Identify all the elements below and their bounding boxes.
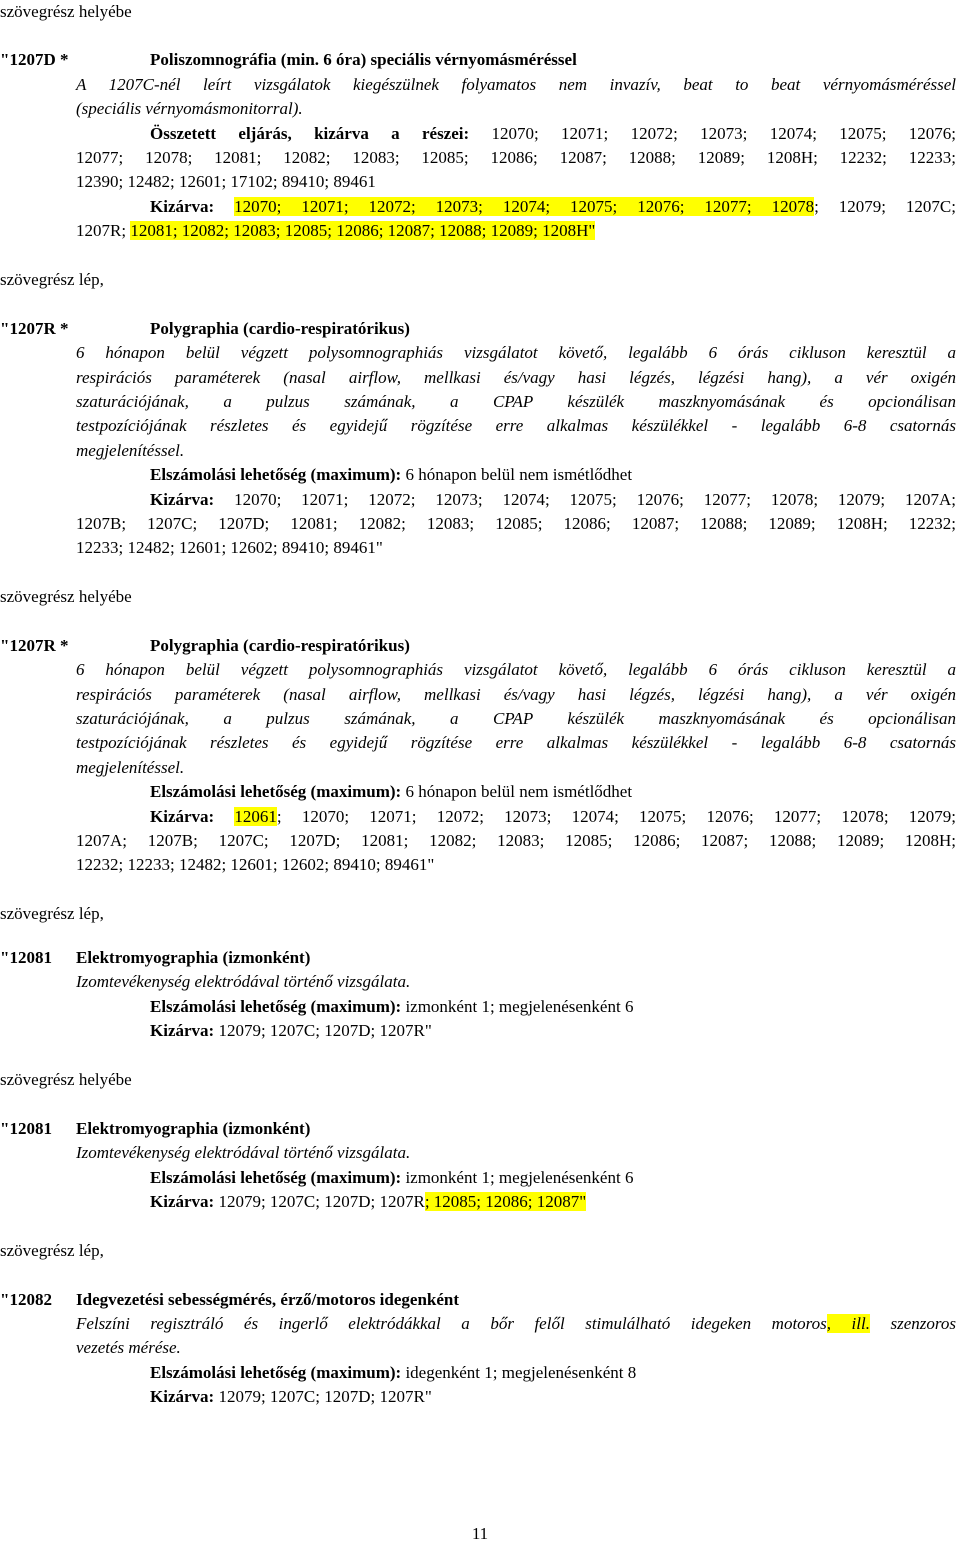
exclusion-line: [150, 488, 956, 512]
entry-description: 6 hónapon belül végzett polysomnographiás vizsgálatot követő, legalább 6 órás cikluson keresztül a: [76, 660, 956, 679]
entry-description: A 1207C-nél leírt vizsgálatok kiegészülnek folyamatos nem invazív, beat to beat vérnyomásméréssel: [76, 75, 956, 94]
entry-heading: [0, 48, 577, 72]
entry-title: Elektromyographia (izmonként): [76, 1119, 311, 1138]
entry-description: vezetés mérése.: [76, 1338, 181, 1357]
exclusion-codes: 1207A; 1207B; 1207C; 1207D; 12081; 12082; 12083; 12085; 12086; 12087; 12088; 12089; 1208H;: [76, 831, 956, 850]
exclusion-line: [150, 195, 956, 219]
billing-label: Elszámolási lehetőség (maximum):: [150, 997, 402, 1016]
exclusion-codes: 12079; 1207C; 1207D; 1207R": [218, 1021, 432, 1040]
entry-description: szaturációjának, a pulzus számának, a CPAP készülék maszknyomásának és opcionálisan: [76, 709, 956, 728]
billing-label: Elszámolási lehetőség (maximum):: [150, 1168, 402, 1187]
billing-label: Elszámolási lehetőség (maximum):: [150, 465, 402, 484]
entry-code: "1207D *: [0, 50, 69, 69]
entry-code: "1207R *: [0, 319, 69, 338]
description-text: Felszíni regisztráló és ingerlő elektródákkal a bőr felől stimulálható idegeken motoros: [76, 1314, 827, 1333]
entry-title: Elektromyographia (izmonként): [76, 948, 311, 967]
entry-description: respirációs paraméterek (nasal airflow, mellkasi és/vagy hasi légzés, légzési hang), a vér oxigén: [76, 685, 956, 704]
entry-code: "12082: [0, 1290, 52, 1309]
exclusion-label: Kizárva:: [150, 1387, 215, 1406]
exclusion-codes: 12232; 12233; 12482; 12601; 12602; 89410; 89461": [76, 855, 435, 874]
entry-heading: [0, 946, 310, 970]
highlighted-codes: 12070; 12071; 12072; 12073; 12074; 12075; 12076; 12077; 12078: [234, 197, 815, 216]
section-marker: szövegrész lép,: [0, 270, 104, 289]
exclusion-codes: ; 12070; 12071; 12072; 12073; 12074; 12075; 12076; 12077; 12078; 12079;: [276, 807, 956, 826]
entry-description: megjelenítéssel.: [76, 758, 185, 777]
billing-label: Elszámolási lehetőség (maximum):: [150, 782, 402, 801]
component-codes: 12077; 12078; 12081; 12082; 12083; 12085; 12086; 12087; 12088; 12089; 1208H; 12232; 12233;: [76, 148, 956, 167]
exclusion-codes: ; 12079; 1207C;: [814, 197, 956, 216]
entry-code: "1207R *: [0, 636, 69, 655]
exclusion-label: Kizárva:: [150, 1021, 215, 1040]
section-marker: szövegrész helyébe: [0, 2, 132, 21]
entry-description: Izomtevékenység elektródával történő vizsgálata.: [76, 1143, 411, 1162]
exclusion-line: [150, 805, 956, 829]
billing-value: 6 hónapon belül nem ismétlődhet: [405, 465, 633, 484]
billing-value: 6 hónapon belül nem ismétlődhet: [405, 782, 633, 801]
entry-description: [76, 1312, 956, 1336]
entry-heading: [0, 1117, 310, 1141]
entry-title: Poliszomnográfia (min. 6 óra) speciális vérnyomásméréssel: [150, 50, 577, 69]
component-line: [150, 122, 956, 146]
entry-description: Izomtevékenység elektródával történő vizsgálata.: [76, 972, 411, 991]
exclusion-line: [150, 1019, 432, 1043]
entry-description: (speciális vérnyomásmonitorral).: [76, 99, 303, 118]
section-marker: szövegrész lép,: [0, 1241, 104, 1260]
highlighted-codes: 12081; 12082; 12083; 12085; 12086; 12087; 12088; 12089; 1208H": [130, 221, 596, 240]
entry-description: testpozíciójának részletes és egyidejű rögzítése erre alkalmas készülékkel - legalább 6-8 csatornás: [76, 733, 956, 752]
section-marker: szövegrész lép,: [0, 904, 104, 923]
exclusion-codes: 12233; 12482; 12601; 12602; 89410; 89461": [76, 538, 383, 557]
entry-description: megjelenítéssel.: [76, 441, 185, 460]
exclusion-codes: 12079; 1207C; 1207D; 1207R: [218, 1192, 425, 1211]
billing-line: [150, 1361, 636, 1385]
entry-heading: [0, 634, 410, 658]
page-number: 11: [471, 1524, 489, 1543]
highlighted-codes: 12061: [234, 807, 277, 826]
entry-description: respirációs paraméterek (nasal airflow, mellkasi és/vagy hasi légzés, légzési hang), a vér oxigén: [76, 368, 956, 387]
billing-line: [150, 1166, 633, 1190]
component-codes: 12070; 12071; 12072; 12073; 12074; 12075; 12076;: [491, 124, 957, 143]
entry-description: 6 hónapon belül végzett polysomnographiás vizsgálatot követő, legalább 6 órás cikluson keresztül a: [76, 343, 956, 362]
billing-line: [150, 463, 632, 487]
billing-line: [150, 780, 632, 804]
section-marker: szövegrész helyébe: [0, 1070, 132, 1089]
highlighted-codes: ; 12085; 12086; 12087": [424, 1192, 587, 1211]
billing-value: izmonként 1; megjelenésenként 6: [405, 997, 634, 1016]
entry-title: Polygraphia (cardio-respiratórikus): [150, 319, 410, 338]
entry-title: Idegvezetési sebességmérés, érző/motoros idegenként: [76, 1290, 460, 1309]
entry-heading: [0, 317, 410, 341]
exclusion-codes: 1207R;: [76, 221, 131, 240]
entry-heading: [0, 1288, 459, 1312]
entry-code: "12081: [0, 1119, 52, 1138]
billing-label: Elszámolási lehetőség (maximum):: [150, 1363, 402, 1382]
entry-description: testpozíciójának részletes és egyidejű rögzítése erre alkalmas készülékkel - legalább 6-8 csatornás: [76, 416, 956, 435]
entry-title: Polygraphia (cardio-respiratórikus): [150, 636, 410, 655]
section-marker: szövegrész helyébe: [0, 587, 132, 606]
billing-value: izmonként 1; megjelenésenként 6: [405, 1168, 634, 1187]
exclusion-line: [150, 1385, 432, 1409]
billing-line: [150, 995, 633, 1019]
entry-code: "12081: [0, 948, 52, 967]
description-text: szenzoros: [869, 1314, 956, 1333]
exclusion-label: Kizárva:: [150, 807, 215, 826]
exclusion-line: [76, 219, 595, 243]
exclusion-line: [150, 1190, 586, 1214]
billing-value: idegenként 1; megjelenésenként 8: [405, 1363, 637, 1382]
exclusion-codes: 12070; 12071; 12072; 12073; 12074; 12075; 12076; 12077; 12078; 12079; 1207A;: [234, 490, 957, 509]
highlighted-text: , ill.: [826, 1314, 870, 1333]
component-label: Összetett eljárás, kizárva a részei:: [150, 124, 470, 143]
exclusion-label: Kizárva:: [150, 490, 215, 509]
exclusion-label: Kizárva:: [150, 197, 215, 216]
exclusion-codes: 12079; 1207C; 1207D; 1207R": [218, 1387, 432, 1406]
component-codes: 12390; 12482; 12601; 17102; 89410; 89461: [76, 172, 376, 191]
entry-description: szaturációjának, a pulzus számának, a CPAP készülék maszknyomásának és opcionálisan: [76, 392, 956, 411]
exclusion-label: Kizárva:: [150, 1192, 215, 1211]
exclusion-codes: 1207B; 1207C; 1207D; 12081; 12082; 12083; 12085; 12086; 12087; 12088; 12089; 1208H; 12232;: [76, 514, 956, 533]
